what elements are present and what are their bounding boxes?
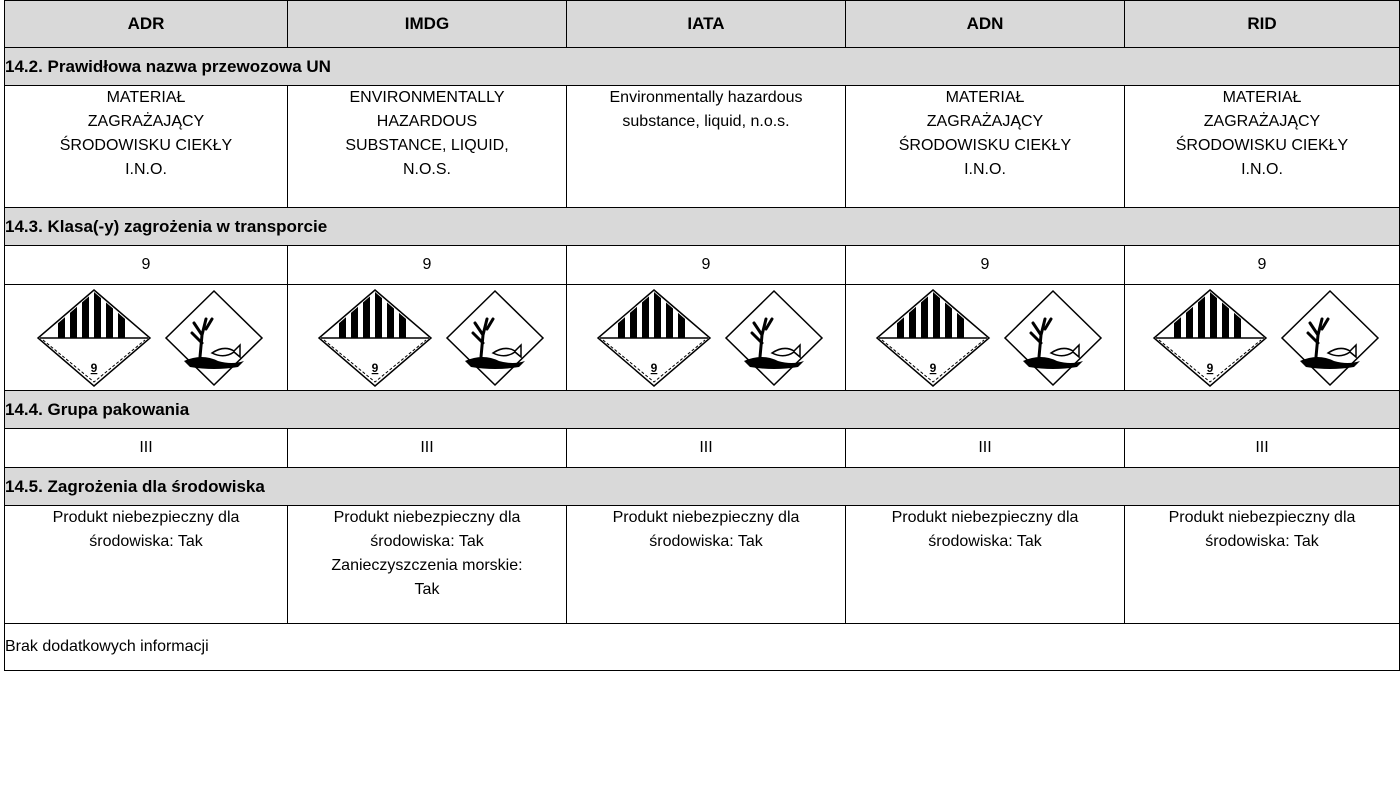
packing-group-adn: III [846,429,1125,468]
class-9-diamond-icon [865,289,1001,387]
pictograms-iata [567,285,846,391]
text-line: środowiska: Tak [928,533,1042,550]
section-row-packing-group [5,391,1400,429]
additional-info-note: Brak dodatkowych informacji [5,624,1400,671]
text-line: środowiska: Tak [649,533,763,550]
class-9-diamond-icon [307,289,443,387]
text-line: ŚRODOWISKU CIEKŁY [898,137,1072,154]
packing-group-imdg: III [288,429,567,468]
text-line: ZAGRAŻAJĄCY [926,113,1044,130]
packing-group-adr: III [5,429,288,468]
header-row [5,1,1400,48]
text-line: Produkt niebezpieczny dla [333,509,521,526]
class-9-diamond-icon [26,289,162,387]
environment-adn [846,506,1125,624]
shipping-name-rid [1125,86,1400,208]
environment-hazard-diamond-icon [1278,289,1382,387]
text-line: Zanieczyszczenia morskie: [331,557,523,574]
section-row-environment [5,468,1400,506]
pictogram-row [5,285,1400,391]
column-header-iata: IATA [567,1,846,48]
section-heading-hazard-class: 14.3. Klasa(-y) zagrożenia w transporcie [5,208,1400,246]
text-line: MATERIAŁ [945,89,1025,106]
text-line: środowiska: Tak [89,533,203,550]
environment-imdg [288,506,567,624]
pictograms-adn [846,285,1125,391]
hazard-class-iata: 9 [567,246,846,285]
pictograms-rid [1125,285,1400,391]
column-header-adr: ADR [5,1,288,48]
packing-group-row [5,429,1400,468]
class-9-label: 9 [371,360,379,375]
text-line: substance, liquid, n.o.s. [622,113,790,130]
class-9-label: 9 [650,360,658,375]
text-line: N.O.S. [402,161,451,178]
text-line: I.N.O. [125,161,167,178]
text-line: I.N.O. [1241,161,1283,178]
note-row [5,624,1400,671]
text-line: Produkt niebezpieczny dla [1168,509,1356,526]
section-row-shipping-name [5,48,1400,86]
class-9-label: 9 [929,360,937,375]
section-heading-environment: 14.5. Zagrożenia dla środowiska [5,468,1400,506]
pictograms-imdg [288,285,567,391]
text-line: ZAGRAŻAJĄCY [87,113,205,130]
environment-hazard-diamond-icon [722,289,826,387]
environment-hazard-diamond-icon [1001,289,1105,387]
environment-hazard-diamond-icon [162,289,266,387]
column-header-imdg: IMDG [288,1,567,48]
text-line: Produkt niebezpieczny dla [52,509,240,526]
transport-table [4,0,1400,671]
environment-rid [1125,506,1400,624]
shipping-name-imdg [288,86,567,208]
class-9-label: 9 [90,360,98,375]
text-line: Tak [414,581,440,598]
section-heading-packing-group: 14.4. Grupa pakowania [5,391,1400,429]
environment-adr [5,506,288,624]
shipping-name-iata [567,86,846,208]
hazard-class-adr: 9 [5,246,288,285]
text-line: Produkt niebezpieczny dla [612,509,800,526]
text-line: MATERIAŁ [106,89,186,106]
packing-group-iata: III [567,429,846,468]
text-line: SUBSTANCE, LIQUID, [345,137,509,154]
text-line: ZAGRAŻAJĄCY [1203,113,1321,130]
text-line: środowiska: Tak [370,533,484,550]
text-line: HAZARDOUS [376,113,478,130]
text-line: środowiska: Tak [1205,533,1319,550]
text-line: Produkt niebezpieczny dla [891,509,1079,526]
text-line: ŚRODOWISKU CIEKŁY [1175,137,1349,154]
text-line: ENVIRONMENTALLY [349,89,505,106]
text-line: I.N.O. [964,161,1006,178]
class-9-label: 9 [1206,360,1214,375]
class-9-diamond-icon [1142,289,1278,387]
column-header-adn: ADN [846,1,1125,48]
environment-row [5,506,1400,624]
shipping-name-adn [846,86,1125,208]
column-header-rid: RID [1125,1,1400,48]
text-line: MATERIAŁ [1222,89,1302,106]
class-9-diamond-icon [586,289,722,387]
hazard-class-imdg: 9 [288,246,567,285]
shipping-name-row [5,86,1400,208]
section-row-hazard-class [5,208,1400,246]
text-line: Environmentally hazardous [609,89,803,106]
shipping-name-adr [5,86,288,208]
pictograms-adr [5,285,288,391]
section-heading-shipping-name: 14.2. Prawidłowa nazwa przewozowa UN [5,48,1400,86]
environment-iata [567,506,846,624]
hazard-class-rid: 9 [1125,246,1400,285]
hazard-class-adn: 9 [846,246,1125,285]
text-line: ŚRODOWISKU CIEKŁY [59,137,233,154]
environment-hazard-diamond-icon [443,289,547,387]
packing-group-rid: III [1125,429,1400,468]
hazard-class-row [5,246,1400,285]
